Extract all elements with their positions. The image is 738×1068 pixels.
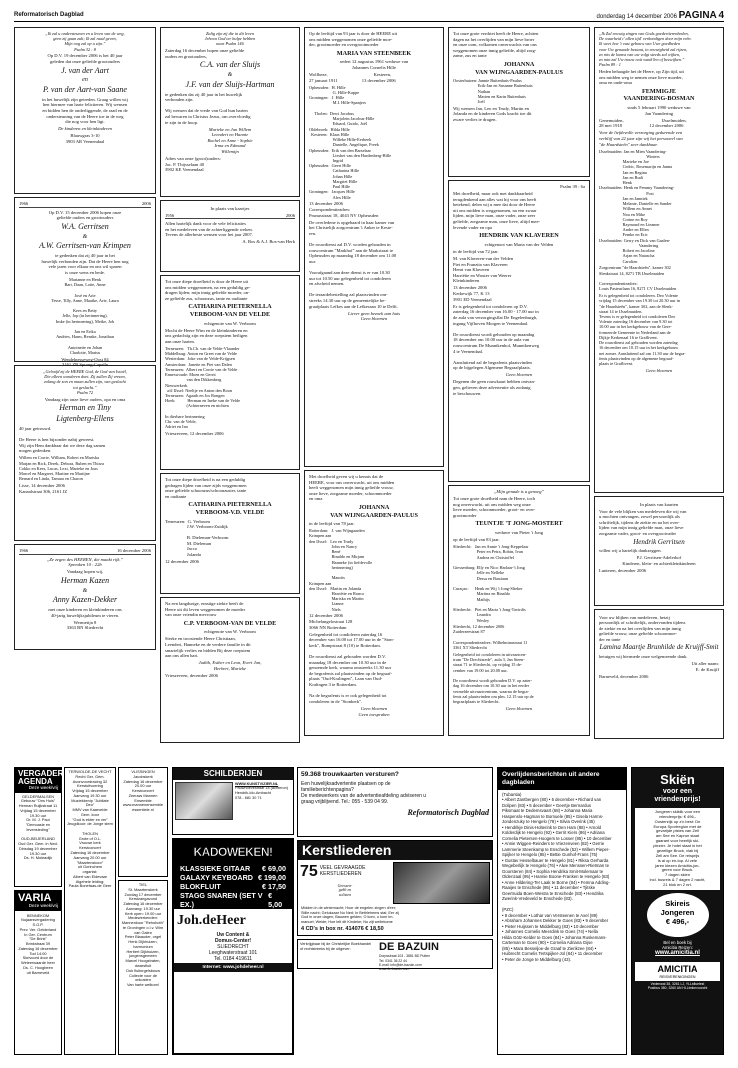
heading: In plaats van kaarten [639,501,679,507]
subtitle: sinds 5 februari 1990 weduwe van Jan Vaandering [627,105,691,116]
ad-title: Kerstliederen [298,841,492,860]
column-2 [160,27,300,746]
header-date: donderdag 14 december 2006 PAGINA 4 [596,10,724,21]
ad-bos [160,200,300,272]
varia-body: BENNEKOM Nujaarsvergadering S.G.P. Prev. Ver. Gelderland In Ger. Centrum "De Brink" Brinkstraat 39 Zaterdag 16 december Tod 14:00 Skrivoord door de Weleerwaarde heer Ds. C. Hoogbeen uit Barneveld [18,912,58,975]
newspaper-name: Reformatorisch Dagblad [14,12,84,18]
painting-image [175,782,233,820]
ad-kerstliederen: Kerstliederen 75 VEEL GEVRAAGDE KERSTLIEDEREN Geessen- geklt en solisten Midden in de winternacht; Hoor de engelen zingen d'eer; Stille nacht; Gelukzaar Nu Ned; In Bethlehems stal; Eer zij God in onze dagen; Bauwen gelden; O kom, o kom Im- manuel; Weide; Hoe lelt dit Kindeke; Nu zijt wellekome 4 CD's in box nr. 414076 € 18,50 [297,840,493,936]
intro: Op de leeftijd van 93 jaar is door de HEERE uit ons midden weggenomen onze geliefde moe- der, grootmoeder en overgrootmoeder [309,31,398,48]
body: Wij wensen Jan, Leo en Trudy, Martin en Jolanda en de kinderen Gods kracht toe dit zware verlies te dragen. [453,105,532,122]
ad-body: Midden in de winternacht; Hoor de engelen zingen d'eer; Stille nacht; Gelukzaar Nu Ned; In Bethlehems stal; Eer zij God in onze dagen; Bauwen gelden; O kom, o kom Im- manuel; Weide; Hoe lelt dit Kindeke; Nu zijt wellekome [301,906,399,924]
ad-note: Verkrijgbaar bij de Christelijke Boekhandel of rechtstreeks bij de uitgever: [300,942,372,951]
place-date: Barneveld, december 2006 [599,673,649,679]
amicitia-logo: AMICITIA [657,963,698,974]
count: 75 [300,863,318,881]
intro: Zaterdag 16 december hopen onze geliefde ouders en grootouders, [165,48,245,59]
family-list: M. van Klaveren-van der Velden Piet en Franzita van Klaveren Henri van Klaveren Harriëtte en Wouter van Weerer Kleinkinderen [453,256,513,284]
ad-schilderijen [172,767,294,835]
note: Geen bloemen Geen toespraken [358,705,390,717]
intro: Op D.V. 19 december 2006 is het 40 jaar geleden dat onze geliefde grootouders [47,53,123,65]
intro: Met droefheid geven wij u kennis dat de HEERE, voor ons onverwacht, uit ons midden heeft weggenomen mijn innig geliefde vrouw, onze lieve, zorgzame moeder, schoonmoeder en oma [309,474,395,502]
ad-verboom-1 [160,275,300,470]
website-link[interactable]: Internet: www.johdeheer.nl [174,963,292,973]
quote: „Geloofd zij de HEERE God, de God van Israël, Die alleen wonderen doet. Zij zullen Zij vrezen, zolang de zon en maan zullen zijn, van geslacht tot geslacht.” Psalm 72 [43,369,127,395]
body: 40 jaar getrouwd. De Heere is hen bijzonder nabij geweest. Wij zijn Hem dankbaar dat we deze dag samen mogen gedenken. [19,425,106,454]
place-date: Vrieszeveen, 12 december 2006 [165,431,224,437]
ad-title: KADOWEKEN! [174,840,292,864]
intro: Tot onze grote droefheid nam de Heere, toch nog onverwacht, uit ons midden weg onze lieve moeder, schoonmoeder, groot- en over- grootmoeder [453,496,536,518]
family-list: Rotterdam: J. van Wijngaarden Krimpen aan den IJssel: Leo en Trudy John en Nancy René Rinaldo en Mirjam Hanneke (in liefdevolle herinnering) Maurits Krimpen aan den IJssel: Martin en Jolanda Harriëtte en Ronco Mariska en Martin Lianne Niels [309,528,373,612]
ad-overlijdensberichten [497,767,627,1055]
name: Lamina Maartje Brunhilde de Kruijff-Smit [599,643,719,652]
intro: Tot onze diepe droefheid is door de Heere uit ons midden weggenomen, na een geduldig ge- dragen lijden; mijn innig geliefde moeder, on- ze geliefde zus, schoonzus, tante en oudtante [165,279,251,301]
deceased-name: CATHARINA PIETERNELLA VERBOOM-VAN DE VELDE [188,303,272,318]
dates: Genemuiden, IJsselmuiden, 28 mei 1918 12 december 2006 [599,117,687,129]
ad-ligtenberg [14,365,156,541]
body: met onze kinderen en kleinkinderen ons 40-jarig huwelijksjubileum te vieren. [48,607,122,618]
address: SLIEDRECHT Leeghwaterstraat 101 Tel. 0184 419611 [208,944,258,963]
varia-box [14,890,62,1055]
deceased-name: JOHANNA VAN WIJNGAARDEN-PAULUS [330,503,418,519]
website-link[interactable]: www.amicitia.nl [655,950,700,957]
item-price: € 5,00 [268,891,283,909]
name-2: J.F. van der Sluijs-Hartman [185,79,275,89]
price-row [174,882,292,891]
deceased-name: TEUNTJE 'T JONG-MOSTERT [475,520,563,528]
conjunction: en [82,77,88,84]
year-row: 1966 2006 [19,201,151,206]
address: Wermetijn 8 3363 BN Sliedrecht [66,619,104,631]
deceased-name: CATHARINA PIETERNELLA VERBOOM-V.D. VELDE [188,501,272,516]
intro: Na een langdurige, ernstige ziekte heeft de Heere uit dit leven weggenomen de moeder van onze vriendin mevrouw [165,601,246,618]
date: 12 december 2006 [165,559,199,565]
conjunction: & [227,72,233,79]
address: Zorgcentrum "de Haardsteên", kamer 302 Slenkstraat 14, 8271 TB IJsselmuiden Correspondentieadres: Louis Pasteurlaan 16, 8271 CV IJsselmuiden [599,265,677,292]
item-label: GALAXY KEYBOARD [180,873,253,882]
address: Vedenwal 38, 3261 LJ, YLLsfluelest Postbus 380, 3260 AN HLLtmbnvoorcht [647,982,708,991]
ad-kazen [14,544,156,650]
address: 13 december 2006 Correspondentieadres: Prunusstraat 18, 4043 NV Opheusden [309,201,379,218]
place-date: Lunteren, december 2006 [599,568,647,574]
body: Voor uw blijken van medeleven, hetzij persoonlijk of schriftelijk, ondervonden tijdens de ziekte en na het overlijden van mijn innig geliefde vrouw, onze geliefde schoonmoe- der en tante [599,614,686,642]
name-2: Ligtenberg-Ellens [56,414,114,424]
ad-rd-trouwkaarten [297,767,493,837]
ad-verboom-2 [160,473,300,594]
ad-body: Jongeren skiklik voor een vriendenprijs: € 496,- Oostenrijk op z'n best: De Europa Sportregion met de gevarijde pistes van Zell am See en Kaprun staat gaarant voor heerlijk ski- plezier. Je hotel staat in het gezellige Bruck, vlak bij Zell am See. De reisprijs is al op en-top. Al vele jaren kiezen Amicitia-jon- geren voor Bruck. 7 dagen skien incl. busreis & 7 dagen 2 nacht, 21 blok en 2 nrt. [635,808,720,890]
brand-sub: REISVERENIGINGEN [659,974,696,979]
name-2: P. van der Aart-van Saane [43,85,127,95]
item-price: € 69,00 [262,864,286,873]
ad-vaandering [594,27,724,493]
intro: Met droefheid, maar ook met dankbaarheid terugdenkend aan alles wat hij voor ons heeft betekend, delen wij u mee dat door de Heere uit ons midden is weggenomen, na een zwaar lijden, mijn lieve man, onze vader, onze zeer geliefde, zorgzame man, onze lieve, altijd mee- levende vader en opa [453,191,541,230]
conjunction: & [82,233,88,240]
name-1: C.A. van der Sluijs [199,60,261,70]
body: Gelegenheid tot condoleren zaterdag 16 december van 16.00 tot 17.00 uur in de "Ston- kerk", Rumpstraat 8 (10) te Rotterdam. De rouwdienst zal gehouden worden D.V. maandag 18 december om 10.30 uur in de genoemde kerk, waarna omstreeks 11.30 uur de begrafenis zal plaatsvinden op de begraaf- plaats "Oud-Kralingen", Laan van Oud- Kralingen 3 te Rotterdam. Na de begrafenis is er ook gelegenheid tot condoleren in de "Stonkerk". [309,631,395,704]
line: Vandaag zijn onze lieve ouders, opa en oma [44,396,126,402]
address: Adres van onze (groot)ouders: Jac. P. Thijsselaan 40 3902 KE Veenendaal [165,156,221,173]
joh-de-heer-logo: Joh.deHeer [177,913,246,928]
body: De overledene is opgebaard in haar kamer van het Christelijk zorgcentrum 't Anker te Keste- ren. De rouwdienst zal D.V. worden gehouden in rouwcentrum "Markhof" aan de Markstraat te Opheusden op maandag 18 december om 11.00 uur. Voorafgaand aan deze dienst is er van 10.30 uur tot 10.50 uur gelegenheid tot condoleren en afscheid nemen. De teraardebestelling zal plaatsvinden om- streeks 14.30 uur op de gemeentelijke be- graafplaats Lefkes aan de Lefkesaan 10 te Delft. [309,219,398,309]
ad-van-wijngaarden-1 [304,470,444,736]
body: Gelegenheid tot condoleren in uitvaartcen- trum "De Drechtstede", aula 3, Jan Steen- straat 71 te Sliedrecht, op vrijdag 15 de- cember van 19.00 tot 20.00 uur. De rouwdienst wordt gehouden D.V. op zater- dag 16 december om 10.30 uur in het eerder vermelde uitvaartcentrum, waarna de begra- fenis zal plaatsvinden om plm. 12.15 uur op de begraafplaats te Sliedrecht. [453,651,534,705]
agenda-col-3: VLISSINGEN Jacobskerk Zaterdag 16 december 20.00 uur Kerstconcert Zeeuws Mannen Ensemble www.mannenensemble essentiele.nl [118,767,168,877]
slogan: Uw Content & Domus-Center! [214,932,252,945]
address: Wendelnesseweg-Oost 84 3161 ZB Sprang-Capelle [61,356,109,368]
website-link[interactable]: WWW.KUNSTVIZIER.NL [235,781,279,786]
agenda-col-2: TERWOLDE-DE VECHT Recht Ger. Gem. Avonvoordracing 32 Kerstuitvoering Vrijdag 15 december Aanvang 19.30 uur Muziekkenip "Jubilate Deo" MMV van Kaarvelde Gem. koor "God is ekter en ver" Jeugdkoor: de Jonge stem THOLEN Grote of O.L. Vrouwe kerk Kerstconcert Zaterdag 16 december Aanvang 20.00 uur "Maartenskoor" uit Gorinchem organist: Albert van Eldevaar Algehele leiding: Paula Bonefaas-de Geer [64,767,116,1055]
line: betuigen wij hiermede onze welgemeende dank. [599,654,688,660]
ad-van-steenbeek [304,27,444,467]
price-row [174,891,292,909]
price-row [174,873,292,882]
family-list: Terneuzen: Th.Ch. van de Velde-Vlaander Middelburg: Anton en Greet van de Velde Westerdam: Joke van de Velde-Krijgsen Amsterdam: Janette en Piet van Dalen Terneuzen: Albert en Corrie van de Velde Enneswoude: Moen en Gerrit van den Dikkenberg Nieuwerkerk a/d IJssel: Neeltje en Anton den Boon Terneuzen: Agaath en Jos Rongen Hoek: Herman en Ineke van de Velde (Achterneven en nichten In dierbare herinnering Chr. van de Velde, Adriet en Ina [165,345,241,430]
bazuin-logo: DE BAZUIN [379,941,439,953]
note: Liever geen bezoek aan huis Geen bloemen [347,310,401,322]
family-list: IJsselmuiden: Jan en Mien Vaandering- Winters Marieke en Joe Cedric, Rosemarijn en Janna Jan en Regina Jan en Rudi Henk IJsselmuiden: Henk en Femmy Vaandering- Post Jan en Janniek Melanie, Danielle en Sander Willem en Annet Noa en Mike Corine en Roy Raymond en Lieanne Andre en Ellen Femke en Eric IJsselmuiden: Gerry en Dick van Gaalen- Vaandering Robert en Jacoline Arjan en Natascha Carolien [599,148,675,264]
agenda-col-1: GELDERMALSEN Gebouw "Ons Huis" Herman Ruijkstraat 11 Vrijdag 15 december 19.30 uur Dr. M. J. Paul "Demoasie en levensleding" OUD-BEIJERLAND Oud Ger. Gem. in Ned. Dinsdag 19 december 19.30 uur Ds. H. Moleadijk [18,793,58,861]
ad-subtitle: voor een vriendenprijs! [654,787,701,804]
name-1: J. van der Aart [61,65,109,75]
line: willen wij u hartelijk dankzeggen. [599,548,662,554]
note: Geen bloemen [505,372,533,378]
name-1: Herman en Tiny [59,403,111,413]
ad-body: Een huwelijksadvertentie plaatsen op de familieberichtenpagina? De medewerkers van de advertentieafdeling adviseren u graag vrijblijvend. Tel.: 055 - 539 04 99. [301,780,427,806]
note: Geen bloemen [645,367,673,373]
item-label: STAGG SNAREN (SET V EX.) [180,891,263,909]
family-list: Sliedrecht: Jan en Annie 't Jong-Keppelaar Peter en Petra, Robin, Ivan Andrea en Christoffel Giessenburg: Elly en Nico Harlaar-'t Jong Jelle en Nelleke Dessa en Bastiaan Curaçao: Henk en Wij 't Jong-Slieker Martina en Rinaldo Mathijs Sliedrecht: Piet en Maria 't Jong-Tavirdis Leandra Wesley [453,544,529,623]
quote: „Ik Zal eeuwig zingen van Gods goedertierenheden, De waarheid t' allen tijd' verkondigen door mijn reên. Ik weet hoe 't vast gebouw van Uwe goedheden voor Uw genaade bestaat, in eeuwigheid zal rijzen, zo mis de komst van uw volgt steeds zal wijken, zo min zal Uw trouw ooit wank'len of bezwijken.” Psalm 89 : 1 [599,31,692,68]
ad-headline: 59.368 trouwkaarten versturen? [301,771,399,778]
column-4 [448,27,590,739]
ad-de-kruijff [594,609,724,739]
ad-van-wijngaarden-2 [448,27,590,177]
name-2: A.W. Gerritsen-van Krimpen [39,241,131,251]
body: Er is gelegenheid tot condoleren. Deo Volente vrijdag 15 december van 19.30 tot 20.30 uur in "de Haardsteên", kamer 302, aan de Slenk- straat 14 te IJsselmuiden. Tevens is er gelegenheid tot condoleren Deo Volente zaterdag 16 december van 9.30 tot 10.00 uur in het kerkgebouw van de Gere- formeerde Gemeente in Nederland aan de Dijkje Kerkenaal 16 te Graflivent. De rouwdienst zal gehouden worden zaterdag 16 december om 10.15 uur in het kerkgebouw net zomer. Aansluitend zal om 11.30 uur de begra- fenis plaatsvinden op de algemene begraaf- plaats te Graflivent. [599,293,686,367]
name: Hendrik Gerritsen [633,537,685,546]
year-row: 1966 16 december 2006 [19,548,151,553]
item-price: € 17,50 [262,882,286,891]
signature: Judith, Esther en Leon, Evert Jan, Herbert, Marieke [198,660,262,671]
column-5 [594,27,724,742]
line: Vandaag hopen wij, [66,569,104,575]
body: Mocht de Heere Wim en de kleinkinderen en ons gedachtig zijn en deze roepstem heiligen aan onze harten. [165,327,248,344]
age: in de leeftijd van 78 jaar. [309,521,355,527]
varia-heading: VARIA Deze week/vrij [15,891,61,911]
subtitle: echtgenote van W. Verboom [204,320,256,326]
name-1: Herman Kazen [60,575,110,585]
year-row: 1956 2006 [165,212,295,218]
age: op de leeftijd van 83 jaar. [453,537,500,543]
address: 12 december 2006 Michelangelostraat 128 3066 NN Rotterdam [309,613,353,630]
name-1: W.A. Gerritsen [61,221,109,231]
deceased-name: MARIA VAN STEENBEEK [336,49,412,57]
family-names: Marieke en Jan Willem Leendert en Hannie Rachel en Anne - Sophie Irma en Edmund Willemijn [207,126,253,155]
family-names: Willem en Corrie, William, Robert en Mariska Marjan en Rick, Derek, Debora, Ruben en Thirza Cokko en Kees, Lucas, Lexi, Marieke en Joas Marcel en Margreet, Martine en Martijne Bernard en Linda, Tamara en Charon [19,455,104,482]
ornament-text: Geessen- geklt en solisten [337,882,353,898]
deceased-name: FEMMIGJE VAANDERING-BOSMAN [623,87,695,103]
ad-van-klaveren [448,180,590,482]
deceased-name: HENDRIK VAN KLAVEREN [479,232,559,240]
ad-gerritsen-thanks [594,496,724,606]
address: 13 december 2006 Kerkewijk 77, K 13 3901 ED Veenendaal [453,285,492,302]
agenda-heading: VERGADER- AGENDA Deze week/vrij [15,768,61,793]
body: te gedenken dat zij 40 jaar in het huwelijk verbonden zijn. Dat de Heere hen nog vele jaren voor elkaar en ons wil sparen is onze wens en bede. [41,252,129,275]
item-label: BLOKFLUIT [180,882,221,891]
quote: „Ik zal u ondersteunen en u leven van de weg, geen zij gaan zult; Ik zal raad geven, Mijn oog zal op u zijn.” Psalm 32 : 8 [45,31,125,52]
ad-van-der-aart [14,27,156,194]
subtitle: sedert 12 augustus 1961 weduwe van Johannes Cornelis Hille [339,59,409,70]
quote: Zalig zijn zij die in dit leven Jehova God ter hulpe hebben naar Psalm 146 [204,31,256,47]
item-price: € 199,00 [258,873,286,882]
scripture-ref: Psalm 39 : 6a [560,184,585,189]
family-list: Oosterhuizen: Jannie Buitenhuis-Paulus Erik-Jan en Susanne Buitenhuis Nathan Marien en Karin Buitenhuis Joël [453,78,533,105]
deceased-name: C.P. VERBOOM-VAN DE VELDE [183,619,277,627]
ad-t-jong [448,485,590,736]
ad-skien [631,767,724,1055]
item-label: KLASSIEKE GITAAR [180,864,251,873]
ad-van-der-sluijs [160,27,300,197]
body: Sterke en troostende Heere Christiaan, Leendert, Hanneke en de verdere familie in dit smartelijk verlies en bidden Bij deze roepstem aan ons allen hart. [165,636,251,659]
page-header [14,10,724,22]
address: Pauwhoevestraat 18 (achteron) Hendrik-Ido-Ambacht 078 - 681 30 71 [235,786,288,800]
ad-title: Skiën [660,772,695,787]
agenda-col-4: TIEL St. Maartenskerk Zondag 17 december Kerstzangavond Zaterdag 16 december Aanvang: 19.30 uur Kerk open: 19.00 uur Medewerkenden: Mannenkoor "Rehoboth" te Groningen o.l.v. Wim van Galen Peter Blaauder, orgel Henk Dijkhuizen, harmonium Herbert Dijkhuizen, jongensgemeen Marcel Hoogstraten, dwarsfluit Ook fluitorgelsbouw Collecte voor de onkosten Van harte welkom! [118,880,168,1055]
body: in het huwelijk zijn getreden. Graag willen wij hen hiermee van harte feliciteren. Wij wensen en bidden hen de onderliggende, de raad en de ondersteuning van de Heere toe in de weg die nog voor hen ligt. [42,96,128,125]
ad-title: SCHILDERIJEN [173,768,293,780]
family-list: Terneuzen: G. Verboom J.W. Verboom-Zuidijk B. Dieleman-Verboom M. Dieleman Jacco Jolanda [165,518,229,558]
price-badge: Skireis Jongeren € 496,- [647,893,709,937]
call-text: Bel en boek bij Amicitia Reizen: [662,939,693,951]
body: te gedenken dat zij 40 jaar in het huwelijk verbonden zijn. Wij wensen dat de vrede van God hun harten zal bewaren in Christus Jezus, om overvloedig te zijn in de hoop. [165,91,251,125]
family: P.J. Gerritsen-Adelerhof Kinderen, klein- en achterkleinkinderen [622,555,696,566]
intro: Tot onze diepe droefheid is na een geduldig gedragen lijden van onze zijds weggenomen onze geliefde schoonzus/schoonzuster, tante en oudtante [165,477,247,499]
heading: In plaats van kaartjes [210,205,250,211]
ad-verboom-3 [160,597,300,743]
conjunction: & [82,587,88,594]
place-date: Vrieszeveen, december 2006 [165,673,218,678]
cd-box-image [393,862,490,904]
price-row [174,864,292,873]
note-2: Degenen die geen rouwkaart hebben ontvan- gen, gelieven deze advertentie als zodanig te beschouwen. [453,379,536,396]
subtitle: echtgenoot van Maria van der Velden [484,241,554,247]
name-2: Anny Kazen-Dekker [52,595,118,605]
subtitle: weduwe van Pieter 't Jong [494,530,544,536]
body: Allen hartelijk dank voor de vele felicitaties en het medeleven van de achterliggende weken. Tevens de allerbeste wensen voor het jaar 2007. [165,221,253,238]
intro: Heden behaagde het de Heere, op Zijn tijd, uit ons midden weg te nemen onze lieve moeder, oma en oude-oma [599,69,684,86]
age: in de leeftijd van 72 jaar. [453,248,499,254]
column-1 [14,27,156,653]
address: Sliedrecht, 12 december 2006 Zuiderzeestraat 87 Correspondentieadres: Wilhelminastraat 11 3361 XT Sliedrecht [453,624,528,651]
intro: Tot onze grote verdriet heeft de Heere, achtten dagen na het overlijden van mijn lieve broer en onze oom, volkomen onverwachts van ons weggenomen onze innig geliefde, altijd zorg- zame, zus en tante [453,31,539,59]
note: Geen bloemen [505,705,533,711]
address: Lisse, 14 december 2006 Kanaalstraat 306, 2161 JZ [19,483,68,494]
column-3 [304,27,444,739]
ad-kadoweken [172,838,294,1055]
quote: „Ze zegen des HEEREN, die maakt rijk.” Spreuken 10 : 22b [46,556,124,568]
signature: Uit aller naam: E. de Kruijff [691,661,719,672]
deceased-name: JOHANNA VAN WIJNGAARDEN-PAULUS [475,60,563,76]
signature: A. Bos & A.J. Bos-van Herk [242,239,295,245]
agenda-box [14,767,67,887]
address: Dorpsstraat 103 - 3881 BD Putten Tel. 0341 36 22 44 E-mail: info@de-bazuin.com www.de-bazuin.com [379,954,431,971]
rd-logo: Reformatorisch Dagblad [407,808,489,818]
ad-title: Overlijdensberichten uit andere dagbladen [498,768,626,790]
body: Voor de vele blijken van medeleven die wij van u mochten ontvangen, zowel persoonlijk als schriftelijk, tijdens de ziekte en na het over- lijden van mijn innig geliefde man, onze lieve zorgzame vader, groot- en overgrootvader [599,508,687,536]
obituary-list: (Tubantia) • Albert Zantbergen (80) • 5 december • Richard van Dolipen (83) • 5 december • Geertje Bernardus Piksmaat te Dedemsvaart (68) • Johanna Maria Haspenslo-Hagman te Bornuele (85) • Gisela Harms- Jondenzuky te Hengelo (78) • Silvia Overink (45) • Hendrikje Dinis-Holterink te Den Ham (88) • Arnold Kolderdijk te Hengelo (92) • Gerrit Kiers (86) • Adriana Cornelia Pietersen-Hoogers te Losser (85) • 10 december • Annie Wiggen-Reinders te Vriezenveen (82) • Gerrie Lammerie Steenkamp te Enschede (52) • Willem Pieper- Spijker te Hengelo (85) • Bettie Gunhof-Frans (75) • Gustav Hesselbauer te Hengelo (81) • Riksa Gerharda Wegeberlijk te Hengelo (76) • Alwe Menssen-Rietman te Goorsteren (84) • Sophia Hendrika Smit-Molemaar te Oldenzaal (95) • Hannie Boone-Franken te Hengelo (83) • Anne Hildering-Ter Laak te Borne (84) • Femna Adding- Raaijes te Enschede (95) • 11 december • Tjitske Geertruida Boen-Westra te Enschede (83) • Hendrika Zwerink-Vredeveld te Enschede (83). (PZC) • 8 december • Lothar van Versteenen te Axel (89) • Abraham Johannes Dekker te Goes (83) • 9 december • Pieter Huijssen te Middelburg (83) • 10 december • Johannes Cornelis Meerdink te Goes (74) • Nella Hilda Götz-Kelder te Goes (84) • Johanna Ruskemans- Carteman te Goes (90) • Cornelia Adriana Gijse (85) • Mara Besseljoe-de Graaf te Zierikzee (84) • Huibrecht Cornelis Tertspijker-Jol (84) • 11 december • Peter de Jonge te Middelburg (43). [502,791,612,962]
intro: Op D.V. 15 december 2006 hopen onze geliefde ouders en grootouders [48,209,122,221]
price-list [174,864,292,909]
thanks: Voor de liefdevolle verzorging gedurende een verblijf van 22 jaar zijn wij het personeel van "de Haardsteên" zeer dankbaar. [599,130,683,147]
family-list: Opheusden: H. Hille G. Hille-Kappe Groningen: J. Hille M.I. Hille-Spanjers Tholen: Dewi Jacobus Marjolein Jacobus-Hille Eduard, Guido, Joël Oldebroek: Hilda Hille Kesteren: Klaas Hille Willeke Hille-Eerbeek Danielle, Angelique, Freek Opheusden: Erik van den Barselaar Liesbet van den Hardenberg-Hille Ingrid Opheusden: Geert Hille Catharina Hille Johan Hille Margriet Hille Paul Hille Groningen: Jacques Hille Alex Hille [309,84,392,200]
ad-gerritsen [14,197,156,368]
ad-de-bazuin [297,939,493,969]
subtitle: echtgenote van W. Verboom [204,629,256,635]
family-names: Marianne en Henk Bart, Daan, Lotte, Anne José en Arie Tesse, Tilly, Anne, Maaike, Arie, Laura Kees en Betty Jelle, Jop (in herinnering), Imke (in herinnering), Meike, Job Jan en Erika Andries, Harm, Renske, Jonathan Antoinette en Johan Charlotte, Marius [51,276,119,356]
address: Blauwgras 3-10 3903 AR Veenendaal [65,133,105,144]
quote: „Mijn genade is u genoeg” [493,489,545,494]
dates: Wolfheze, Kesteren, 27 januari 1911 13 december 2006 [309,72,396,83]
body: Er is gelegenheid tot condoleren op D.V. zaterdag 16 december van 16.00 - 17.00 uur in de aula van verzorgingsflat De Engelenburgh, ingang Vijfhoven Morgen te Veenendaal. De rouwdienst wordt gehouden op maandag 18 december om 10.00 uur in de aula van rouwcentrum De Munnikenhof, Munnikenweg 4 te Veenendaal. Aansluitend zal de begrafenis plaatsvinden op de bijgelegen Algemene Begraafplaats. [453,303,539,371]
signature: De kinderen en kleinkinderen [58,126,112,132]
